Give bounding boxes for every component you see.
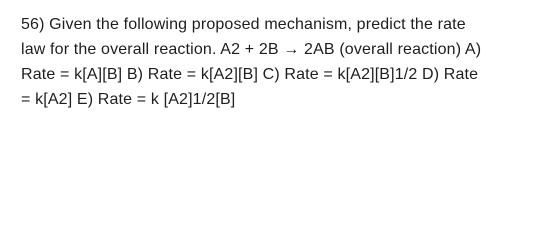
question-line-3: Rate = k[A][B] B) Rate = k[A2][B] C) Rate = k[A2][B]1/2 D) Rate (21, 66, 479, 83)
question-text (21, 12, 551, 112)
question-line-2: law for the overall reaction. A2 + 2B → 2AB (overall reaction) A) (21, 41, 482, 58)
question-line-4: = k[A2] E) Rate = k [A2]1/2[B] (21, 91, 236, 108)
question-line-1: 56) Given the following proposed mechanism, predict the rate (21, 16, 466, 33)
